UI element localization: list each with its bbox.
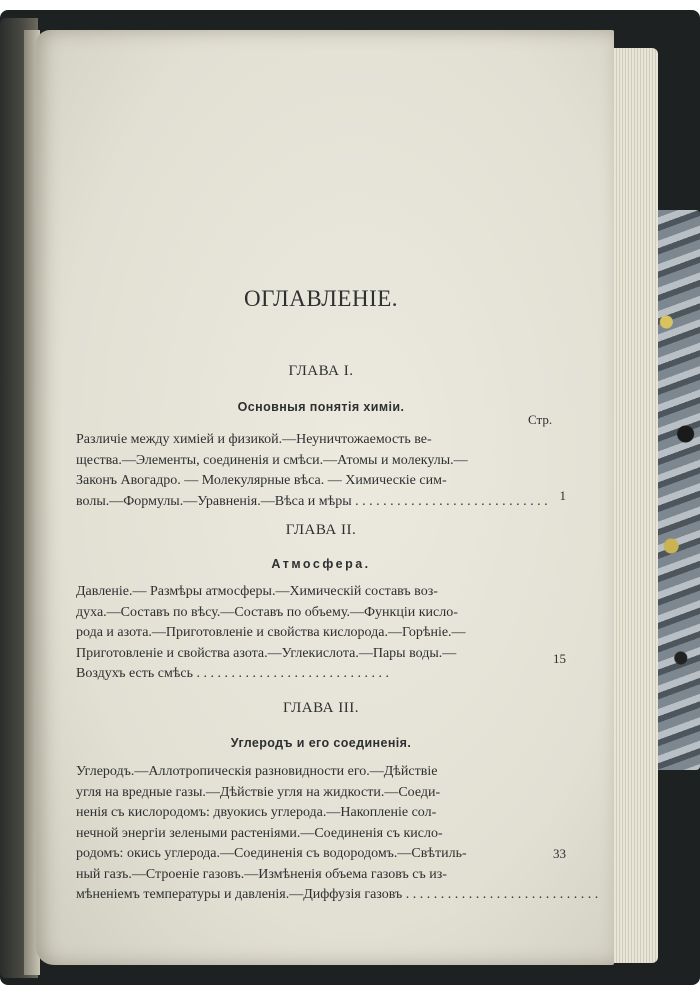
chapter-3-page-number: 33 [553,846,566,861]
chapter-1-subtitle: Основныя понятія химіи. [237,400,405,414]
chapter-1-page-number: 1 [559,488,566,503]
text-line: духа.—Составъ по вѣсу.—Составъ по объему.—Функціи кисло- [76,604,458,620]
chapter-1-heading: ГЛАВА I. [288,363,354,379]
chapter-3-subtitle: Углеродъ и его соединенія. [230,736,412,750]
text-line: Давленіе.— Размѣры атмосферы.—Химическій составъ воз- [76,584,438,599]
chapter-3-heading: ГЛАВА III. [283,700,359,716]
chapter-1-description [76,430,548,512]
chapter-2-page-number: 15 [553,651,566,666]
text-line: рода и азота.—Приготовленіе и свойства кислорода.—Горѣніе.— [76,625,466,640]
text-line: Приготовленіе и свойства азота.—Углекислота.—Пары воды.— [76,645,457,661]
text-line: ный газъ.—Строеніе газовъ.—Измѣненія объема газовъ съ из- [76,866,447,882]
text-line: ненія съ кислородомъ: двуокись углерода.—Накопленіе сол- [76,805,437,820]
chapter-2-heading: ГЛАВА II. [285,522,357,538]
text-line: Различіе между химіей и физикой.—Неуничтожаемость ве- [76,432,432,447]
text-line: щества.—Элементы, соединенія и смѣси.—Атомы и молекулы.— [76,452,468,468]
book-page [36,30,614,965]
text-line: Законъ Авогадро. — Молекулярные вѣса. — Химическіе сим- [76,473,447,488]
text-line: нечной энергіи зелеными растеніями.—Соединенія съ кисло- [76,825,443,841]
text-line: волы.—Формулы.—Уравненія.—Вѣса и мѣры . . . . . . . . . . . . . . . . . . . . . . . . . . . . [76,493,548,509]
text-line: Воздухъ есть смѣсь . . . . . . . . . . . . . . . . . . . . . . . . . . . . [76,666,389,681]
text-line: мѣненіемъ температуры и давленія.—Диффузія газовъ . . . . . . . . . . . . . . . . . . . . . . . . . . . . [76,887,599,902]
marbled-endpaper [652,210,700,770]
toc-title: ОГЛАВЛЕНIE. [243,286,399,311]
chapter-2-description [76,582,532,685]
chapter-2-subtitle: Атмосфера. [271,557,371,571]
text-line: родомъ: окись углерода.—Соединенія съ водородомъ.—Свѣтиль- [76,846,467,861]
text-line: Углеродъ.—Аллотропическія разновидности его.—Дѣйствіе [76,764,438,779]
text-line: угля на вредные газы.—Дѣйствіе угля на жидкости.—Соеди- [76,784,441,800]
page-column-header: Стр. [528,412,553,427]
page-block-edge [608,48,658,963]
